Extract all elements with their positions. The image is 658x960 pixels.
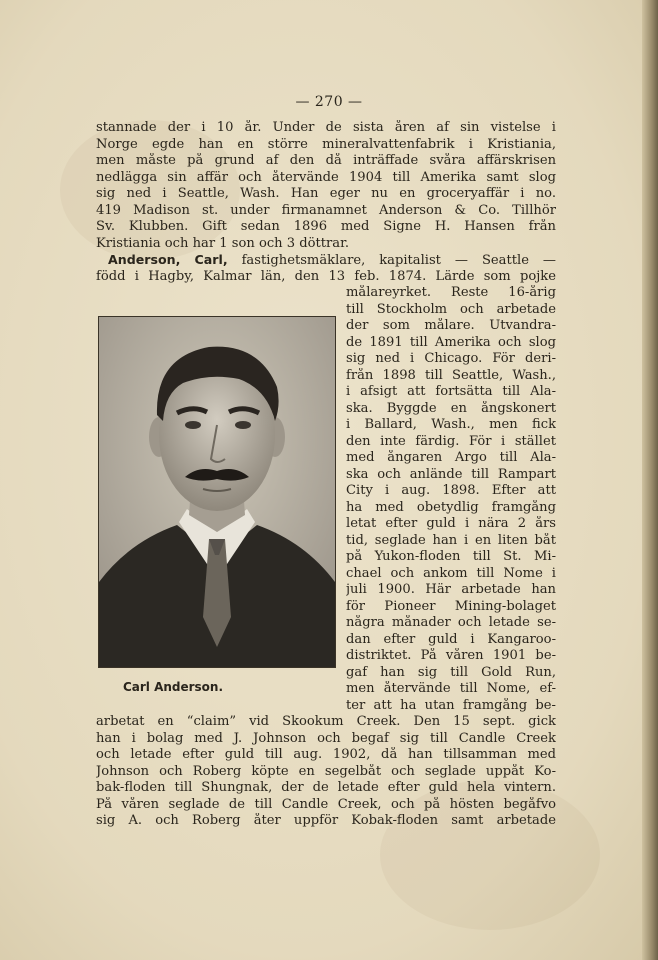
text-line: 419 Madison st. under firmanamnet Anderson & Co. Tillhör	[96, 202, 556, 218]
text-line: der som målare. Utvandra-	[346, 318, 556, 333]
text-line: Johnson och Roberg köpte en segelbåt och seglade uppåt Ko-	[96, 763, 556, 779]
text-line: på Yukon-floden till St. Mi-	[346, 549, 556, 564]
text-line: men återvände till Nome, ef-	[346, 681, 556, 696]
text-line: i Ballard, Wash., men fick	[346, 417, 556, 432]
text-line: På våren seglade de till Candle Creek, och på hösten begåfvo	[96, 796, 556, 812]
text-line: med ångaren Argo till Ala-	[346, 450, 556, 465]
paragraph-continuation	[96, 714, 556, 830]
text-line: sig ned i Seattle, Wash. Han eger nu en groceryaffär i no.	[96, 186, 556, 201]
text-line: ha med obetydlig framgång	[346, 499, 556, 515]
portrait-illustration	[99, 317, 335, 667]
photo-caption: Carl Anderson.	[122, 680, 224, 694]
text-line: juli 1900. Här arbetade han	[346, 582, 556, 597]
text-line: till Stockholm och arbetade	[346, 301, 556, 317]
portrait-photo	[98, 316, 336, 668]
entry-occupation: fastighetsmäklare, kapitalist — Seattle —	[227, 253, 556, 268]
page-number: — 270 —	[295, 94, 363, 110]
entry-name: Anderson, Carl,	[108, 252, 228, 267]
text-line: målareyrket. Reste 16-årig	[346, 285, 556, 300]
text-line: dan efter guld i Kangaroo-	[346, 631, 556, 647]
text-line: Norge egde han en större mineralvattenfabrik i Kristiania,	[96, 136, 556, 152]
text-line: bak-floden till Shungnak, der de letade efter guld hela vintern.	[96, 780, 556, 795]
text-line: den inte färdig. För i stället	[346, 433, 556, 449]
text-line: ter att ha utan framgång be-	[346, 697, 556, 713]
text-line: född i Hagby, Kalmar län, den 13 feb. 1874. Lärde som pojke	[96, 268, 556, 284]
text-line: och letade efter guld till aug. 1902, då han tillsamman med	[96, 747, 556, 762]
text-line: sig ned i Chicago. För deri-	[346, 351, 556, 366]
text-line: City i aug. 1898. Efter att	[346, 483, 556, 498]
text-line: ska och anlände till Rampart	[346, 466, 556, 482]
text-line: de 1891 till Amerika och slog	[346, 334, 556, 350]
text-line: i afsigt att fortsätta till Ala-	[346, 384, 556, 399]
text-line: ska. Byggde en ångskonert	[346, 400, 556, 416]
entry-heading-line	[96, 252, 556, 269]
column-text	[346, 285, 556, 714]
text-line: från 1898 till Seattle, Wash.,	[346, 367, 556, 383]
text-line: arbetat en “claim” vid Skookum Creek. Den 15 sept. gick	[96, 714, 556, 729]
text-line: Kristiania och har 1 son och 3 döttrar.	[96, 235, 350, 251]
text-line: några månader och letade se-	[346, 615, 556, 630]
text-line: gaf han sig till Gold Run,	[346, 664, 556, 680]
paragraph-previous-entry	[96, 120, 556, 252]
text-line: Sv. Klubben. Gift sedan 1896 med Signe H. Hansen från	[96, 219, 556, 234]
text-line: för Pioneer Mining-bolaget	[346, 598, 556, 614]
text-line: distriktet. På våren 1901 be-	[346, 648, 556, 663]
text-line: stannade der i 10 år. Under de sista åren af sin vistelse i	[96, 120, 556, 135]
entry-carl-anderson	[96, 252, 556, 285]
text-line: men måste på grund af den då inträffade svåra affärskrisen	[96, 153, 556, 168]
page-edge-shadow	[642, 0, 658, 960]
text-line: sig A. och Roberg åter uppför Kobak-floden samt arbetade	[96, 813, 556, 828]
text-line: nedlägga sin affär och återvände 1904 till Amerika samt slog	[96, 169, 556, 185]
text-line: chael och ankom till Nome i	[346, 565, 556, 581]
text-line: letat efter guld i nära 2 års	[346, 516, 556, 531]
text-line: tid, seglade han i en liten båt	[346, 532, 556, 548]
text-line: han i bolag med J. Johnson och begaf sig till Candle Creek	[96, 730, 556, 746]
